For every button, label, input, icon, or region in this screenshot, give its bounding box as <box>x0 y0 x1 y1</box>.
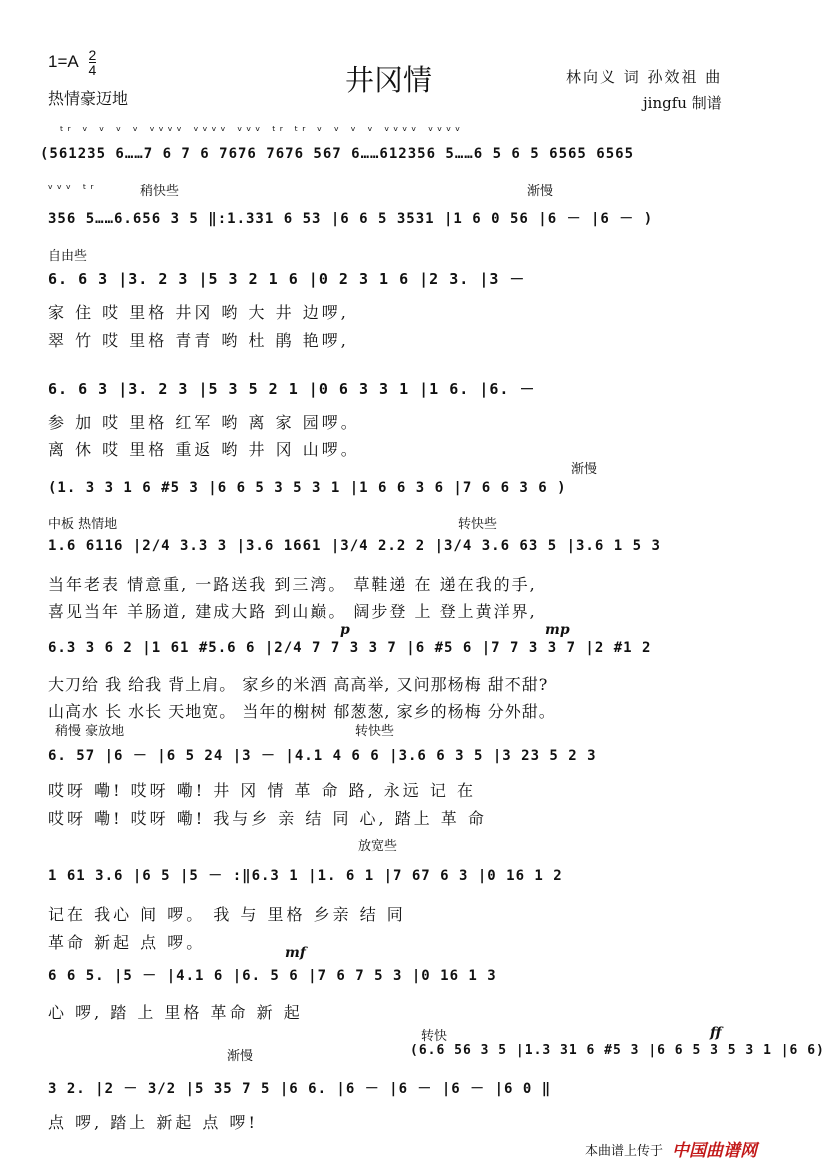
dynamic-marking: mf <box>285 945 306 961</box>
tempo-mark: 放宽些 <box>358 839 398 854</box>
dynamic-marking: mp <box>545 622 570 638</box>
verse2-notation-line-1: 1.6 6116 |2/4 3.3 3 |3.6 1661 |3/4 2.2 2 |3/4 3.6 63 5 |3.6 1 5 3 <box>48 538 661 554</box>
verse2-lyric-line: 当年老表 情意重, 一路送我 到三湾。 草鞋递 在 递在我的手, <box>48 575 537 594</box>
ending-notation-line: 3 2. |2 － 3/2 |5 35 7 5 |6 6. |6 － |6 － |6 － |6 0 ‖ <box>48 1081 552 1097</box>
chorus-lyric-line: 革命 新起 点 啰。 <box>48 933 206 952</box>
ornament-marks: ᵥᵥᵥ ₜᵣ <box>48 178 98 192</box>
ornament-marks: ₜᵣ ᵥ ᵥ ᵥ ᵥ ᵥᵥᵥᵥ ᵥᵥᵥᵥ ᵥᵥᵥ ₜᵣ ₜᵣ ᵥ ᵥ ᵥ ᵥ ᵥᵥᵥᵥ ᵥᵥᵥᵥ <box>60 120 465 134</box>
verse1-lyric-line: 翠 竹 哎 里格 青青 哟 杜 鹃 艳啰, <box>48 331 349 350</box>
chorus-lyric-line: 哎呀 嘞! 哎呀 嘞! 井 冈 情 革 命 路, 永远 记 在 <box>48 781 476 800</box>
tempo-mark: 转快些 <box>355 724 395 739</box>
tempo-mark: 稍快些 <box>140 184 180 199</box>
chorus-lyric-line: 记在 我心 间 啰。 我 与 里格 乡亲 结 同 <box>48 905 406 924</box>
verse1-lyric-line: 离 休 哎 里格 重返 哟 井 冈 山啰。 <box>48 440 360 459</box>
intro-notation-line-1: (561235 6……7 6 7 6 7676 7676 567 6……612356 5……6 5 6 5 6565 6565 <box>40 146 635 162</box>
lyricist-composer-credit: 林向义 词 孙效祖 曲 <box>566 68 723 86</box>
verse1-lyric-line: 家 住 哎 里格 井冈 哟 大 井 边啰, <box>48 303 349 322</box>
tempo-mark: 渐慢 <box>527 184 554 199</box>
tempo-mark: 转快些 <box>458 517 498 532</box>
verse1-notation-line-2: 6. 6 3 |3. 2 3 |5 3 5 2 1 |0 6 3 3 1 |1 6. |6. － <box>48 380 536 398</box>
tempo-mark: 稍慢 豪放地 <box>55 724 125 739</box>
chorus-notation-line-2: 1 61 3.6 |6 5 |5 － :‖6.3 1 |1. 6 1 |7 67 6 3 |0 16 1 2 <box>48 868 563 884</box>
chorus-lyric-line: 心 啰, 踏 上 里格 革命 新 起 <box>48 1003 303 1022</box>
upload-note: 本曲谱上传于 <box>585 1144 664 1159</box>
dynamic-marking: ff <box>710 1025 722 1041</box>
tempo-mark: 自由些 <box>48 249 88 264</box>
performance-mood: 热情豪迈地 <box>48 89 129 108</box>
ending-lyric-line: 点 啰, 踏上 新起 点 啰! <box>48 1113 258 1132</box>
verse1-lyric-line: 参 加 哎 里格 红军 哟 离 家 园啰。 <box>48 413 360 432</box>
tempo-mark: 中板 热情地 <box>48 517 118 532</box>
interlude-notation-line: (1. 3 3 1 6 #5 3 |6 6 5 3 5 3 1 |1 6 6 3 6 |7 6 6 3 6 ) <box>48 480 567 496</box>
verse2-lyric-line: 喜见当年 羊肠道, 建成大路 到山巅。 阔步登 上 登上黄洋界, <box>48 602 537 621</box>
time-signature: $\frac{2}{4}$ <box>88 47 97 78</box>
tempo-mark: 渐慢 <box>571 462 598 477</box>
verse2-lyric-line: 山高水 长 水长 天地宽。 当年的榭树 郁葱葱, 家乡的杨梅 分外甜。 <box>48 702 556 721</box>
verse2-lyric-line: 大刀给 我 给我 背上肩。 家乡的米酒 高高举, 又问那杨梅 甜不甜? <box>48 675 549 694</box>
intro-notation-line-2: 356 5……6.656 3 5 ‖:1.331 6 53 |6 6 5 3531 |1 6 0 56 |6 － |6 － ) <box>48 211 654 227</box>
tempo-mark: 转快 <box>421 1029 448 1044</box>
chorus-lyric-line: 哎呀 嘞! 哎呀 嘞! 我与乡 亲 结 同 心, 踏上 革 命 <box>48 809 487 828</box>
song-title: 井冈情 <box>345 63 433 97</box>
dynamic-marking: p <box>340 622 350 638</box>
verse2-notation-line-2: 6.3 3 6 2 |1 61 #5.6 6 |2/4 7 7 3 3 7 |6 #5 6 |7 7 3 3 7 |2 #1 2 <box>48 640 652 656</box>
site-logo: 中国曲谱网 <box>672 1141 757 1161</box>
verse1-notation-line-1: 6. 6 3 |3. 2 3 |5 3 2 1 6 |0 2 3 1 6 |2 3. |3 － <box>48 270 526 288</box>
chorus-notation-line-1: 6. 57 |6 － |6 5 24 |3 － |4.1 4 6 6 |3.6 6 3 5 |3 23 5 2 3 <box>48 748 597 764</box>
notation-arranger-credit: jingfu 制谱 <box>643 94 722 112</box>
key-signature: 1=A $\frac{2}{4}$ <box>48 47 97 78</box>
coda-notation-line: (6.6 56 3 5 |1.3 31 6 #5 3 |6 6 5 3 5 3 1 |6 6) <box>410 1043 825 1058</box>
tempo-mark: 渐慢 <box>227 1049 254 1064</box>
chorus-notation-line-3: 6 6 5. |5 － |4.1 6 |6. 5 6 |7 6 7 5 3 |0 16 1 3 <box>48 968 497 984</box>
